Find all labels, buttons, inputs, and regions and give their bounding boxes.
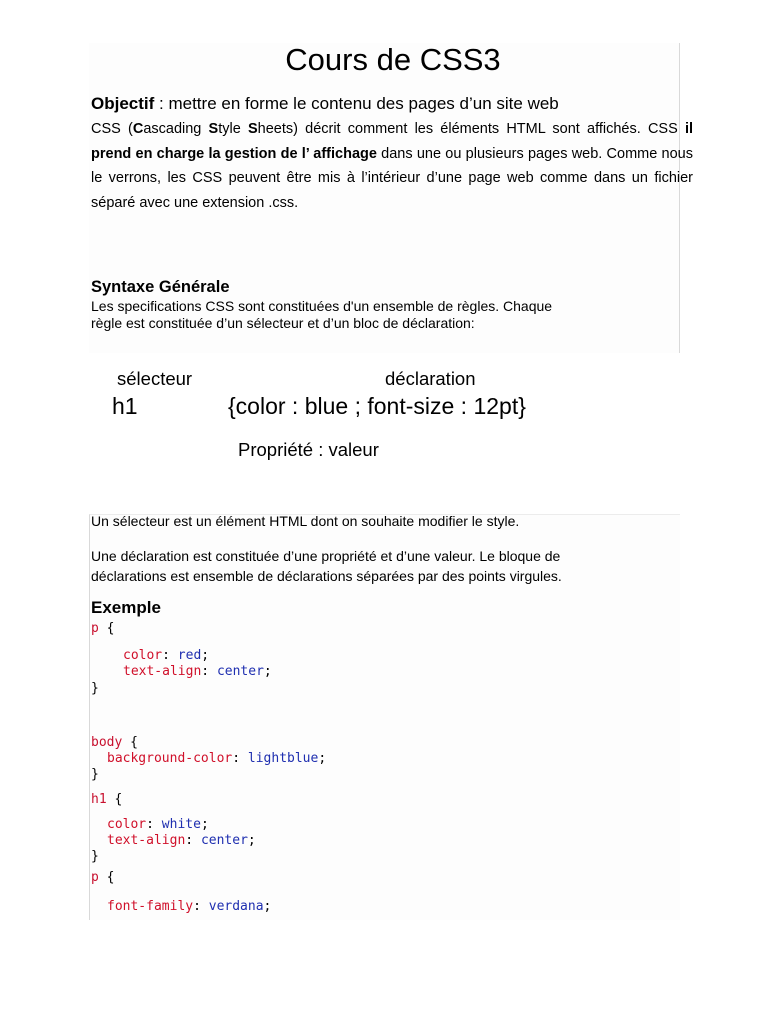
selector-description: Un sélecteur est un élément HTML dont on souhaite modifier le style.: [91, 513, 520, 529]
intro-text: heets) décrit comment les éléments HTML sont affichés. CSS: [257, 121, 685, 137]
code-selector: p: [91, 870, 99, 885]
selector-label: sélecteur: [117, 368, 193, 389]
code-value: verdana: [208, 899, 264, 914]
property-value-label: Propriété : valeur: [238, 439, 379, 460]
example-heading: Exemple: [91, 598, 161, 617]
code-line: [91, 870, 114, 886]
intro-text: dans une ou plusieurs pages web. Comme nous le verrons, les CSS peuvent être mis à l’intérieur d’une page web comme dans un fichier séparé avec une extension .css.: [91, 145, 694, 211]
code-brace: {: [98, 870, 115, 885]
intro-c: C: [132, 121, 144, 137]
declaration-label: déclaration: [385, 368, 476, 389]
code-line: [91, 735, 138, 751]
code-line: [91, 681, 99, 697]
declaration-example: {color : blue ; font-size : 12pt}: [228, 393, 526, 419]
code-brace: {: [98, 621, 115, 636]
code-line: [91, 849, 99, 865]
code-value: center: [216, 664, 264, 679]
code-selector: body: [91, 735, 123, 750]
code-line: [91, 621, 114, 637]
intro-text: tyle: [218, 121, 248, 137]
objectif-line: [91, 94, 559, 114]
objectif-text: : mettre en forme le contenu des pages d’un site web: [154, 94, 559, 113]
intro-s1: S: [208, 121, 219, 137]
page-title: Cours de CSS3: [285, 42, 501, 77]
code-property: font-family: [107, 899, 194, 914]
intro-paragraph: [91, 117, 693, 215]
declaration-line: Une déclaration est constituée d’une propriété et d’une valeur. Le bloque de: [91, 548, 561, 564]
code-line: [91, 767, 99, 783]
code-value: lightblue: [247, 751, 319, 766]
code-line: text-align: center;: [123, 664, 272, 679]
code-brace: {: [122, 735, 138, 750]
intro-s2: S: [247, 121, 258, 137]
code-line: text-align: center;: [107, 833, 256, 848]
intro-text: ascading: [143, 121, 209, 137]
code-line: color: white;: [107, 817, 209, 832]
selector-example: h1: [112, 393, 138, 419]
code-property: text-align: [107, 833, 186, 848]
code-selector: h1: [91, 792, 107, 807]
objectif-label: Objectif: [91, 94, 155, 113]
syntax-line: règle est constituée d’un sélecteur et d’un bloc de déclaration:: [91, 315, 475, 331]
intro-text: CSS (: [91, 121, 133, 137]
code-value: red: [177, 648, 202, 663]
syntax-description: [91, 298, 591, 332]
code-brace: }: [91, 849, 99, 864]
syntax-line: Les specifications CSS sont constituées d'un ensemble de règles. Chaque: [91, 298, 553, 314]
code-property: color: [123, 648, 163, 663]
intro-bold: il prend en charge la gestion de l’ affichage: [91, 121, 694, 162]
code-brace: }: [91, 767, 99, 782]
code-brace: }: [91, 681, 99, 696]
code-line: color: red;: [123, 648, 210, 663]
code-brace: {: [106, 792, 123, 807]
syntax-heading: Syntaxe Générale: [91, 278, 230, 296]
code-property: color: [107, 817, 147, 832]
code-property: background-color: [107, 751, 233, 766]
code-line: [91, 792, 122, 808]
code-value: center: [200, 833, 248, 848]
code-selector: p: [91, 621, 99, 636]
declaration-description: [91, 546, 611, 586]
code-property: text-align: [123, 664, 202, 679]
code-line: background-color: lightblue;: [107, 751, 327, 766]
code-line: font-family: verdana;: [107, 899, 272, 914]
code-value: white: [161, 817, 201, 832]
declaration-line: déclarations est ensemble de déclarations séparées par des points virgules.: [91, 568, 562, 584]
